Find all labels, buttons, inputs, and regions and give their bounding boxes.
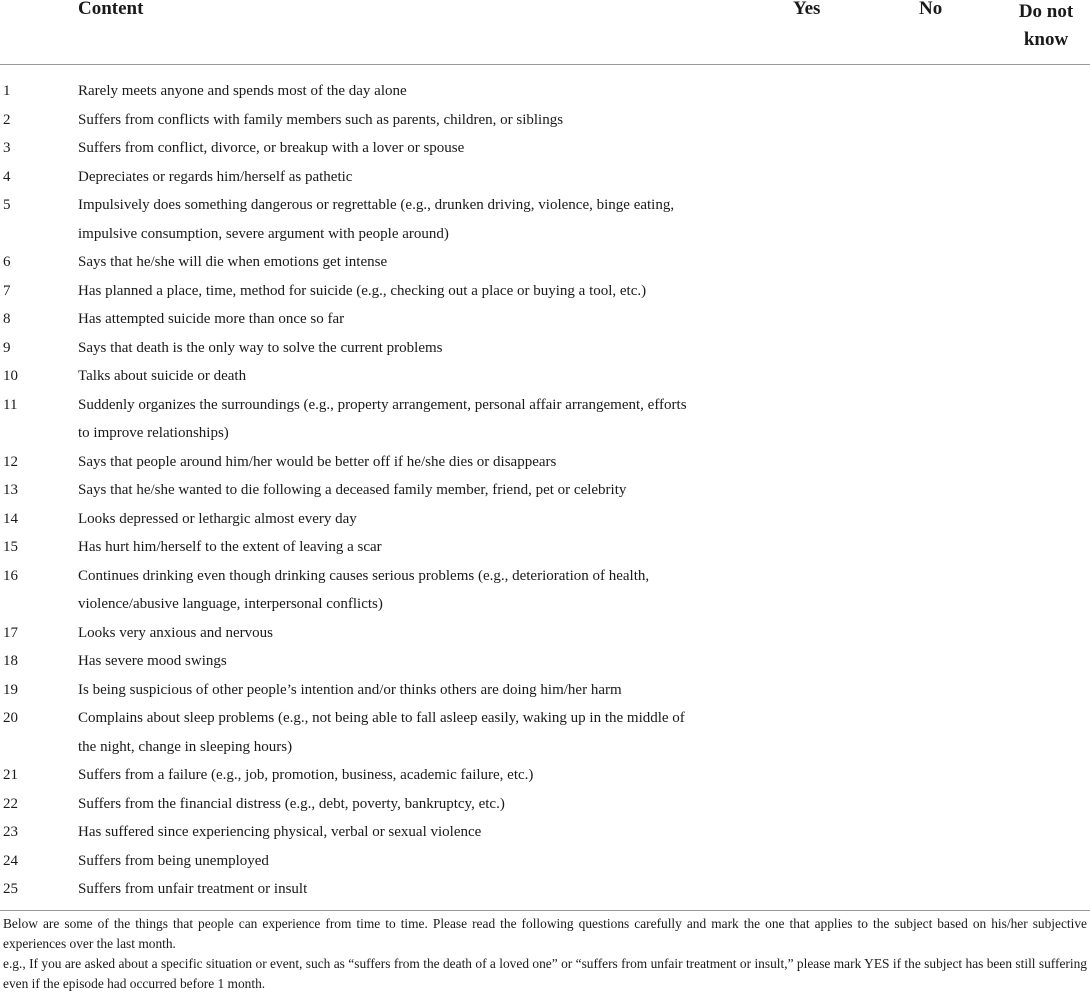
row-content-line: Looks very anxious and nervous (78, 624, 273, 641)
row-content (78, 448, 728, 477)
row-number: 5 (3, 197, 11, 213)
row-content-line: Says that he/she will die when emotions get intense (78, 254, 388, 270)
row-content (78, 305, 728, 334)
answer-no-cell[interactable] (919, 818, 959, 846)
answer-dnk-cell[interactable] (1020, 619, 1060, 647)
header-do-not-know (1011, 0, 1081, 54)
table-row (0, 134, 1090, 163)
table-row (0, 277, 1090, 306)
row-number: 15 (3, 539, 18, 555)
answer-yes-cell[interactable] (793, 505, 833, 533)
answer-no-cell[interactable] (919, 248, 959, 276)
table-row (0, 476, 1090, 505)
answer-yes-cell[interactable] (793, 77, 833, 105)
answer-no-cell[interactable] (919, 391, 959, 419)
table-row (0, 533, 1090, 562)
row-number: 4 (3, 168, 11, 185)
row-content-line: Rarely meets anyone and spends most of the day alone (78, 83, 407, 99)
row-number: 12 (3, 453, 18, 470)
answer-no-cell[interactable] (919, 448, 959, 476)
row-content (78, 505, 728, 534)
row-content (78, 761, 728, 790)
row-content (78, 704, 728, 761)
answer-yes-cell[interactable] (793, 448, 833, 476)
footer-divider (0, 910, 1090, 911)
answer-yes-cell[interactable] (793, 818, 833, 846)
answer-no-cell[interactable] (919, 761, 959, 789)
answer-dnk-cell[interactable] (1020, 448, 1060, 476)
footnote-example: e.g., If you are asked about a specific situation or event, such as “suffers from the death of a loved one” or “suffers from unfair treatment or insult,” please mark YES if the subject has been still suffering even if the episode had occurred before 1 month. (3, 956, 1087, 991)
row-content (78, 619, 728, 648)
row-content (78, 790, 728, 819)
row-content (78, 647, 728, 676)
answer-yes-cell[interactable] (793, 533, 833, 561)
answer-yes-cell[interactable] (793, 704, 833, 732)
row-number: 20 (3, 710, 18, 726)
row-content (78, 562, 728, 619)
answer-yes-cell[interactable] (793, 676, 833, 704)
row-number: 2 (3, 111, 11, 128)
table-row (0, 847, 1090, 876)
table-footnotes (3, 914, 1087, 994)
table-row (0, 818, 1090, 847)
table-body (0, 65, 1090, 904)
table-row (0, 448, 1090, 477)
answer-no-cell[interactable] (919, 163, 959, 191)
row-content-line: to improve relationships) (78, 425, 229, 441)
answer-yes-cell[interactable] (793, 134, 833, 162)
answer-dnk-cell[interactable] (1020, 875, 1060, 903)
answer-dnk-cell[interactable] (1020, 163, 1060, 191)
row-content-line: Says that people around him/her would be better off if he/she dies or disappears (78, 453, 557, 470)
answer-no-cell[interactable] (919, 619, 959, 647)
row-number: 1 (3, 83, 11, 99)
row-content-line: Has planned a place, time, method for suicide (e.g., checking out a place or buying a tool, etc.) (78, 282, 647, 299)
table-row (0, 305, 1090, 334)
header-yes: Yes (793, 0, 821, 19)
answer-no-cell[interactable] (919, 790, 959, 818)
answer-dnk-cell[interactable] (1020, 391, 1060, 419)
answer-no-cell[interactable] (919, 362, 959, 390)
answer-no-cell[interactable] (919, 77, 959, 105)
table-header (0, 0, 1090, 65)
row-content-line: Has suffered since experiencing physical, verbal or sexual violence (78, 824, 482, 840)
table-row (0, 875, 1090, 904)
table-row (0, 362, 1090, 391)
row-number: 11 (3, 396, 18, 413)
answer-yes-cell[interactable] (793, 305, 833, 333)
answer-yes-cell[interactable] (793, 847, 833, 875)
answer-yes-cell[interactable] (793, 562, 833, 590)
row-number: 17 (3, 624, 18, 641)
row-content-line: Suffers from conflict, divorce, or breakup with a lover or spouse (78, 140, 465, 156)
answer-dnk-cell[interactable] (1020, 476, 1060, 504)
row-content-line: Has hurt him/herself to the extent of leaving a scar (78, 539, 382, 555)
table-row (0, 248, 1090, 277)
table-row (0, 106, 1090, 135)
answer-dnk-cell[interactable] (1020, 847, 1060, 875)
row-number: 25 (3, 881, 18, 897)
answer-no-cell[interactable] (919, 191, 959, 219)
answer-dnk-cell[interactable] (1020, 818, 1060, 846)
answer-no-cell[interactable] (919, 647, 959, 675)
answer-yes-cell[interactable] (793, 647, 833, 675)
row-content (78, 818, 728, 847)
row-number: 9 (3, 339, 11, 356)
row-content-line: Suffers from a failure (e.g., job, promotion, business, academic failure, etc.) (78, 767, 534, 783)
row-content-line: Suffers from the financial distress (e.g., debt, poverty, bankruptcy, etc.) (78, 795, 505, 812)
row-number: 14 (3, 510, 18, 527)
answer-yes-cell[interactable] (793, 790, 833, 818)
answer-dnk-cell[interactable] (1020, 191, 1060, 219)
answer-yes-cell[interactable] (793, 334, 833, 362)
row-content (78, 476, 728, 505)
row-content (78, 676, 728, 705)
answer-no-cell[interactable] (919, 134, 959, 162)
answer-yes-cell[interactable] (793, 619, 833, 647)
row-content-line: Continues drinking even though drinking causes serious problems (e.g., deterioration of health, (78, 567, 650, 584)
answer-yes-cell[interactable] (793, 362, 833, 390)
row-content (78, 191, 728, 248)
answer-no-cell[interactable] (919, 505, 959, 533)
answer-no-cell[interactable] (919, 875, 959, 903)
answer-dnk-cell[interactable] (1020, 647, 1060, 675)
row-content (78, 533, 728, 562)
row-content (78, 77, 728, 106)
table-row (0, 505, 1090, 534)
row-number: 8 (3, 311, 11, 327)
row-content-line: Suddenly organizes the surroundings (e.g., property arrangement, personal affair arrangement, efforts (78, 396, 687, 413)
row-content-line: Suffers from being unemployed (78, 852, 269, 869)
row-number: 3 (3, 140, 11, 156)
answer-yes-cell[interactable] (793, 163, 833, 191)
row-content-line: Has attempted suicide more than once so far (78, 311, 345, 327)
answer-no-cell[interactable] (919, 476, 959, 504)
row-number: 6 (3, 254, 11, 270)
header-no: No (919, 0, 943, 19)
row-content (78, 334, 728, 363)
answer-no-cell[interactable] (919, 676, 959, 704)
answer-dnk-cell[interactable] (1020, 533, 1060, 561)
row-number: 23 (3, 824, 18, 840)
row-content-line: impulsive consumption, severe argument with people around) (78, 225, 449, 242)
answer-no-cell[interactable] (919, 533, 959, 561)
row-content-line: the night, change in sleeping hours) (78, 738, 293, 755)
answer-yes-cell[interactable] (793, 391, 833, 419)
row-number: 18 (3, 653, 18, 669)
answer-yes-cell[interactable] (793, 277, 833, 305)
answer-dnk-cell[interactable] (1020, 305, 1060, 333)
answer-dnk-cell[interactable] (1020, 248, 1060, 276)
answer-dnk-cell[interactable] (1020, 562, 1060, 590)
row-number: 24 (3, 852, 18, 869)
row-content (78, 248, 728, 277)
row-number: 7 (3, 282, 11, 299)
table-row (0, 562, 1090, 619)
answer-dnk-cell[interactable] (1020, 277, 1060, 305)
row-content (78, 106, 728, 135)
table-row (0, 334, 1090, 363)
footnote-instruction: Below are some of the things that people can experience from time to time. Please read the following questions carefully and mark the one that applies to the subject based on his/her subjective experiences over the last month. (3, 916, 1087, 951)
answer-dnk-cell[interactable] (1020, 362, 1060, 390)
row-content-line: Looks depressed or lethargic almost every day (78, 510, 357, 527)
answer-yes-cell[interactable] (793, 875, 833, 903)
answer-no-cell[interactable] (919, 334, 959, 362)
answer-dnk-cell[interactable] (1020, 761, 1060, 789)
table-row (0, 77, 1090, 106)
row-content (78, 134, 728, 163)
answer-no-cell[interactable] (919, 847, 959, 875)
answer-dnk-cell[interactable] (1020, 334, 1060, 362)
answer-dnk-cell[interactable] (1020, 704, 1060, 732)
row-number: 22 (3, 795, 18, 812)
header-do-not-know-line1: Do not (1018, 1, 1074, 22)
table-row (0, 761, 1090, 790)
row-content-line: Depreciates or regards him/herself as pathetic (78, 168, 353, 185)
table-row (0, 391, 1090, 448)
row-content-line: Is being suspicious of other people’s intention and/or thinks others are doing him/her harm (78, 681, 622, 698)
answer-no-cell[interactable] (919, 305, 959, 333)
row-content-line: violence/abusive language, interpersonal conflicts) (78, 596, 383, 612)
row-content-line: Impulsively does something dangerous or regrettable (e.g., drunken driving, violence, binge eating, (78, 197, 675, 213)
row-number: 21 (3, 767, 18, 783)
answer-dnk-cell[interactable] (1020, 106, 1060, 134)
answer-no-cell[interactable] (919, 704, 959, 732)
table-row (0, 790, 1090, 819)
row-content (78, 277, 728, 306)
answer-yes-cell[interactable] (793, 476, 833, 504)
row-content-line: Suffers from conflicts with family members such as parents, children, or siblings (78, 111, 564, 128)
table-row (0, 191, 1090, 248)
answer-dnk-cell[interactable] (1020, 676, 1060, 704)
row-content (78, 163, 728, 192)
table-row (0, 647, 1090, 676)
answer-dnk-cell[interactable] (1020, 505, 1060, 533)
answer-no-cell[interactable] (919, 277, 959, 305)
header-do-not-know-line2: know (1023, 29, 1069, 50)
table-row (0, 676, 1090, 705)
table-row (0, 619, 1090, 648)
answer-yes-cell[interactable] (793, 248, 833, 276)
answer-no-cell[interactable] (919, 562, 959, 590)
answer-yes-cell[interactable] (793, 106, 833, 134)
row-content (78, 875, 728, 904)
answer-dnk-cell[interactable] (1020, 790, 1060, 818)
table-row (0, 163, 1090, 192)
answer-yes-cell[interactable] (793, 191, 833, 219)
answer-dnk-cell[interactable] (1020, 134, 1060, 162)
row-content-line: Talks about suicide or death (78, 368, 247, 384)
row-content (78, 362, 728, 391)
row-content (78, 391, 728, 448)
header-content: Content (78, 0, 144, 19)
answer-yes-cell[interactable] (793, 761, 833, 789)
answer-dnk-cell[interactable] (1020, 77, 1060, 105)
row-content-line: Complains about sleep problems (e.g., not being able to fall asleep easily, waking up in the middle of (78, 710, 685, 726)
table-row (0, 704, 1090, 761)
answer-no-cell[interactable] (919, 106, 959, 134)
row-content-line: Has severe mood swings (78, 653, 227, 669)
row-content-line: Says that death is the only way to solve the current problems (78, 339, 443, 356)
row-number: 16 (3, 567, 18, 584)
row-number: 10 (3, 368, 18, 384)
row-number: 19 (3, 681, 18, 698)
row-content-line: Says that he/she wanted to die following a deceased family member, friend, pet or celebrity (78, 482, 627, 498)
row-content-line: Suffers from unfair treatment or insult (78, 881, 308, 897)
row-content (78, 847, 728, 876)
row-number: 13 (3, 482, 18, 498)
